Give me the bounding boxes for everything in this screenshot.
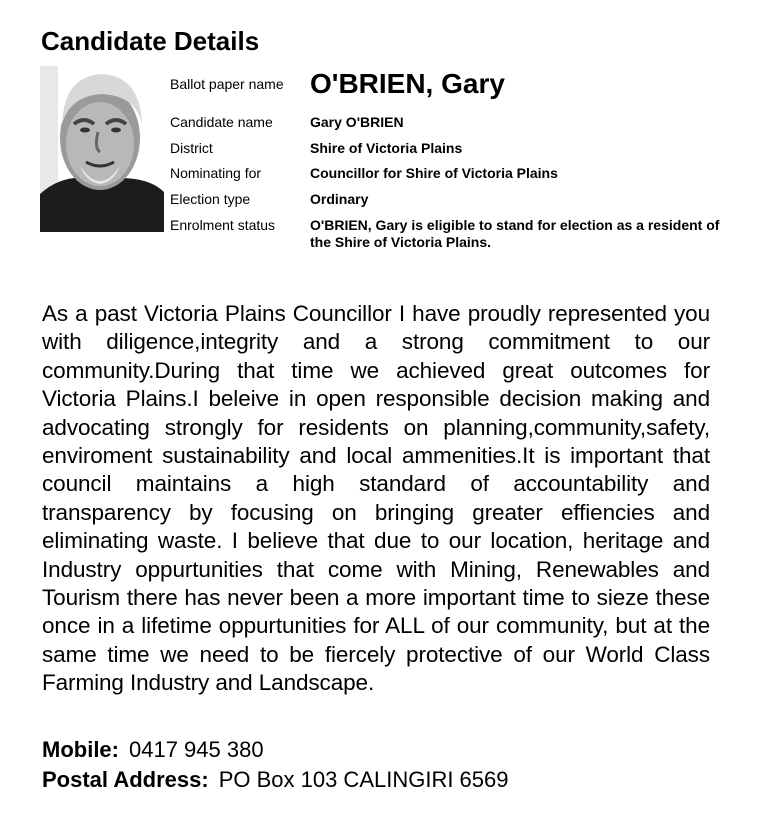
election-type-label: Election type [170, 191, 251, 207]
candidate-photo [40, 66, 164, 232]
postal-line [42, 767, 509, 793]
district-value: Shire of Victoria Plains [310, 140, 463, 156]
ballot-paper-label: Ballot paper name [170, 76, 284, 92]
nominating-label: Nominating for [170, 165, 262, 181]
ballot-paper-name: O'BRIEN, Gary [310, 68, 505, 99]
enrolment-value: O'BRIEN, Gary is eligible to stand for election as a resident of the Shire of Victoria Plains. [310, 217, 720, 250]
enrolment-label: Enrolment status [170, 217, 276, 233]
postal-value: PO Box 103 CALINGIRI 6569 [218, 767, 509, 792]
district-label: District [170, 140, 213, 156]
candidate-name-label: Candidate name [170, 114, 273, 130]
mobile-line [42, 737, 264, 763]
mobile-value: 0417 945 380 [129, 737, 264, 762]
page-title: Candidate Details [41, 26, 260, 56]
postal-label: Postal Address: [42, 767, 209, 792]
candidate-name-value: Gary O'BRIEN [310, 114, 404, 130]
mobile-label: Mobile: [42, 737, 119, 762]
election-type-value: Ordinary [310, 191, 369, 207]
nominating-value: Councillor for Shire of Victoria Plains [310, 165, 558, 181]
candidate-bio: As a past Victoria Plains Councillor I have proudly represented you with diligence,integrity and a strong commitment to our community.During that time we achieved great outcomes for Victoria Plains.I beleive in open responsible decision making and advocating strongly for residents on planning,community,safety, enviroment sustainability and local ammenities.It is important that council maintains a high standard of accountability and transparency by focusing on bringing greater effiencies and eliminating waste. I believe that due to our location, heritage and Industry oppurtunities that come with Mining, Renewables and Tourism there has never been a more important time to sieze these once in a lifetime oppurtunities for ALL of our community, but at the same time we need to be fiercely protective of our World Class Farming Industry and Landscape. [42, 301, 710, 696]
